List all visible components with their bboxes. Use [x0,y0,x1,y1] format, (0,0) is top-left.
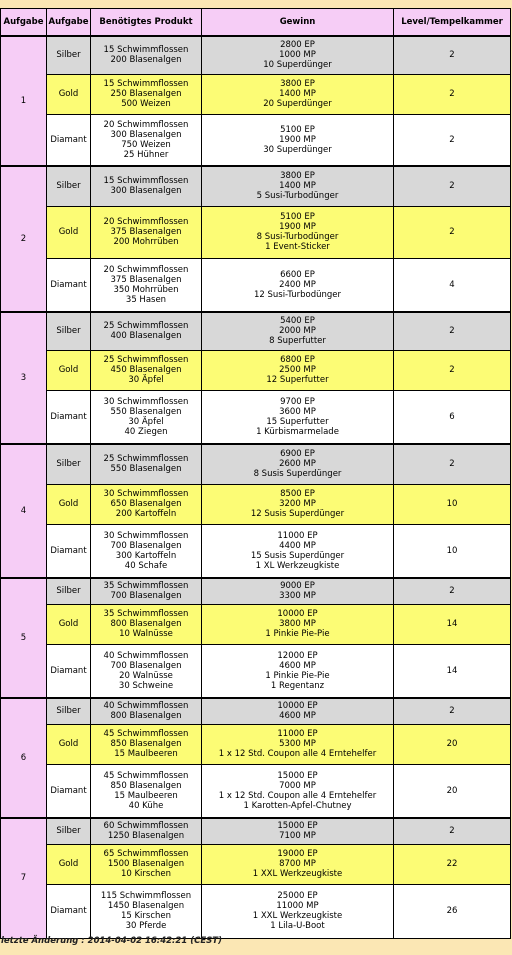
table-row [1,114,511,166]
level-cell: 2 [394,444,511,484]
tier-cell: Gold [47,484,91,524]
reward-cell: 11000 EP 5300 MP 1 x 12 Std. Coupon alle 4 Erntehelfer [202,724,394,764]
table-row [1,844,511,884]
header-task-number: Aufgabe [1,9,47,37]
reward-cell: 2800 EP 1000 MP 10 Superdünger [202,36,394,74]
reward-cell: 10000 EP 4600 MP [202,698,394,724]
task-number-cell: 7 [1,818,47,938]
level-cell: 6 [394,390,511,444]
product-cell: 25 Schwimmflossen 450 Blasenalgen 30 Äpfel [91,350,202,390]
task-number-cell: 1 [1,36,47,166]
header-task-tier: Aufgabe [47,9,91,37]
reward-cell: 9700 EP 3600 MP 15 Superfutter 1 Kürbismarmelade [202,390,394,444]
reward-cell: 6800 EP 2500 MP 12 Superfutter [202,350,394,390]
level-cell: 14 [394,604,511,644]
reward-cell: 3800 EP 1400 MP 20 Superdünger [202,74,394,114]
table-row [1,604,511,644]
table-row [1,166,511,206]
product-cell: 60 Schwimmflossen 1250 Blasenalgen [91,818,202,844]
product-cell: 20 Schwimmflossen 300 Blasenalgen 750 Weizen 25 Hühner [91,114,202,166]
level-cell: 2 [394,206,511,258]
reward-cell: 6900 EP 2600 MP 8 Susis Superdünger [202,444,394,484]
tier-cell: Gold [47,206,91,258]
task-number-cell: 3 [1,312,47,444]
last-modified-note: letzte Änderung : 2014-04-02 16:42:21 (CEST) [1,936,222,946]
table-row [1,258,511,312]
tier-cell: Gold [47,724,91,764]
product-cell: 45 Schwimmflossen 850 Blasenalgen 15 Maulbeeren [91,724,202,764]
rewards-table [0,8,511,939]
reward-cell: 11000 EP 4400 MP 15 Susis Superdünger 1 XL Werkzeugkiste [202,524,394,578]
level-cell: 22 [394,844,511,884]
tier-cell: Diamant [47,258,91,312]
product-cell: 40 Schwimmflossen 700 Blasenalgen 20 Walnüsse 30 Schweine [91,644,202,698]
tier-cell: Diamant [47,764,91,818]
reward-cell: 12000 EP 4600 MP 1 Pinkie Pie-Pie 1 Regentanz [202,644,394,698]
level-cell: 20 [394,724,511,764]
level-cell: 2 [394,350,511,390]
tier-cell: Diamant [47,114,91,166]
table-row [1,818,511,844]
reward-cell: 5400 EP 2000 MP 8 Superfutter [202,312,394,350]
level-cell: 10 [394,524,511,578]
table-row [1,36,511,74]
table-row [1,764,511,818]
reward-cell: 10000 EP 3800 MP 1 Pinkie Pie-Pie [202,604,394,644]
product-cell: 15 Schwimmflossen 300 Blasenalgen [91,166,202,206]
level-cell: 2 [394,698,511,724]
header-reward: Gewinn [202,9,394,37]
reward-cell: 8500 EP 3200 MP 12 Susis Superdünger [202,484,394,524]
header-level: Level/Tempelkammer [394,9,511,37]
tier-cell: Diamant [47,390,91,444]
table-body [1,36,511,938]
reward-cell: 9000 EP 3300 MP [202,578,394,604]
tier-cell: Silber [47,578,91,604]
table-row [1,484,511,524]
level-cell: 2 [394,166,511,206]
product-cell: 30 Schwimmflossen 650 Blasenalgen 200 Kartoffeln [91,484,202,524]
task-number-cell: 2 [1,166,47,312]
product-cell: 30 Schwimmflossen 700 Blasenalgen 300 Kartoffeln 40 Schafe [91,524,202,578]
reward-cell: 5100 EP 1900 MP 30 Superdünger [202,114,394,166]
tier-cell: Diamant [47,884,91,938]
tier-cell: Silber [47,36,91,74]
table-row [1,444,511,484]
tier-cell: Gold [47,350,91,390]
reward-cell: 5100 EP 1900 MP 8 Susi-Turbodünger 1 Event-Sticker [202,206,394,258]
tier-cell: Gold [47,74,91,114]
task-number-cell: 6 [1,698,47,818]
task-number-cell: 4 [1,444,47,578]
table-row [1,578,511,604]
product-cell: 40 Schwimmflossen 800 Blasenalgen [91,698,202,724]
product-cell: 65 Schwimmflossen 1500 Blasenalgen 10 Kirschen [91,844,202,884]
level-cell: 2 [394,74,511,114]
product-cell: 15 Schwimmflossen 200 Blasenalgen [91,36,202,74]
table-row [1,698,511,724]
level-cell: 26 [394,884,511,938]
product-cell: 30 Schwimmflossen 550 Blasenalgen 30 Äpfel 40 Ziegen [91,390,202,444]
level-cell: 2 [394,36,511,74]
product-cell: 25 Schwimmflossen 550 Blasenalgen [91,444,202,484]
tier-cell: Silber [47,698,91,724]
tier-cell: Silber [47,444,91,484]
table-row [1,312,511,350]
table-row [1,74,511,114]
tier-cell: Diamant [47,644,91,698]
reward-cell: 25000 EP 11000 MP 1 XXL Werkzeugkiste 1 Lila-U-Boot [202,884,394,938]
tier-cell: Silber [47,166,91,206]
level-cell: 2 [394,578,511,604]
tier-cell: Gold [47,604,91,644]
product-cell: 115 Schwimmflossen 1450 Blasenalgen 15 Kirschen 30 Pferde [91,884,202,938]
task-number-cell: 5 [1,578,47,698]
table-row [1,206,511,258]
product-cell: 45 Schwimmflossen 850 Blasenalgen 15 Maulbeeren 40 Kühe [91,764,202,818]
tier-cell: Gold [47,844,91,884]
table-row [1,524,511,578]
reward-cell: 15000 EP 7000 MP 1 x 12 Std. Coupon alle 4 Erntehelfer 1 Karotten-Apfel-Chutney [202,764,394,818]
header-required-product: Benötigtes Produkt [91,9,202,37]
level-cell: 2 [394,114,511,166]
table-row [1,644,511,698]
reward-cell: 3800 EP 1400 MP 5 Susi-Turbodünger [202,166,394,206]
level-cell: 14 [394,644,511,698]
table-header-row [1,9,511,37]
reward-cell: 6600 EP 2400 MP 12 Susi-Turbodünger [202,258,394,312]
product-cell: 35 Schwimmflossen 800 Blasenalgen 10 Walnüsse [91,604,202,644]
table-row [1,884,511,938]
table-row [1,350,511,390]
table-row [1,724,511,764]
level-cell: 2 [394,818,511,844]
reward-cell: 15000 EP 7100 MP [202,818,394,844]
product-cell: 20 Schwimmflossen 375 Blasenalgen 350 Mohrrüben 35 Hasen [91,258,202,312]
tier-cell: Silber [47,818,91,844]
level-cell: 20 [394,764,511,818]
tier-cell: Diamant [47,524,91,578]
product-cell: 25 Schwimmflossen 400 Blasenalgen [91,312,202,350]
level-cell: 2 [394,312,511,350]
reward-cell: 19000 EP 8700 MP 1 XXL Werkzeugkiste [202,844,394,884]
product-cell: 15 Schwimmflossen 250 Blasenalgen 500 Weizen [91,74,202,114]
tier-cell: Silber [47,312,91,350]
table-row [1,390,511,444]
level-cell: 10 [394,484,511,524]
product-cell: 35 Schwimmflossen 700 Blasenalgen [91,578,202,604]
product-cell: 20 Schwimmflossen 375 Blasenalgen 200 Mohrrüben [91,206,202,258]
level-cell: 4 [394,258,511,312]
